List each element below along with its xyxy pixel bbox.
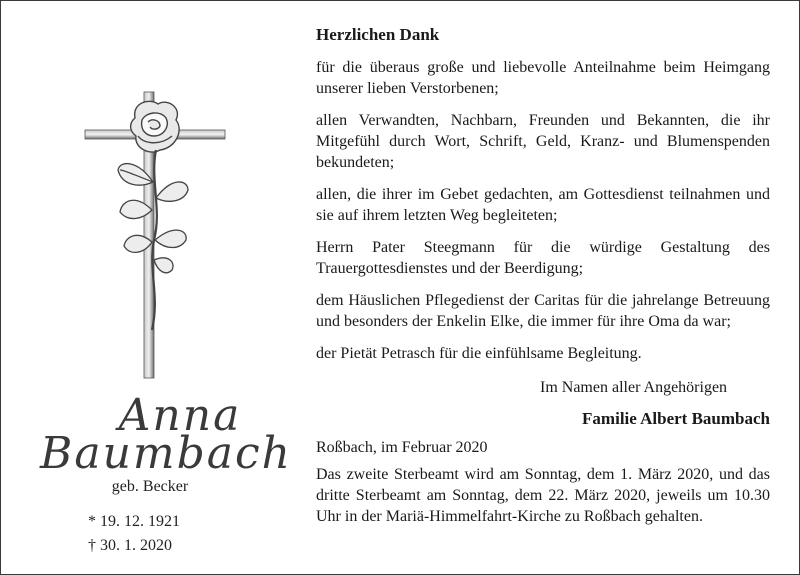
cross-with-rose-icon — [80, 90, 230, 380]
signature-intro: Im Namen aller Angehörigen — [540, 379, 728, 396]
place-date: Roßbach, im Februar 2020 — [316, 439, 488, 456]
deceased-last-name: Baumbach — [40, 428, 293, 479]
thanks-paragraph: allen, die ihrer im Gebet gedachten, am Gottesdienst teilnahmen und sie auf ihrem letzten Weg begleiteten; — [316, 186, 770, 224]
left-column — [0, 0, 300, 575]
maiden-name: geb. Becker — [111, 478, 189, 495]
notice-heading: Herzlichen Dank — [316, 25, 440, 44]
death-date: † 30. 1. 2020 — [88, 537, 172, 554]
thanks-paragraph: Herrn Pater Steegmann für die würdige Gestaltung des Trauergottesdienstes und der Beerdigung; — [316, 239, 770, 277]
service-info: Das zweite Sterbeamt wird am Sonntag, dem 1. März 2020, und das dritte Sterbeamt am Sonntag, dem 22. März 2020, jeweils um 10.30 Uhr in der Mariä-Himmelfahrt-Kirche zu Roßbach gehalten. — [316, 466, 770, 525]
thanks-paragraph: der Pietät Petrasch für die einfühlsame Begleitung. — [316, 345, 642, 362]
thanks-paragraph: allen Verwandten, Nachbarn, Freunden und Bekannten, die ihr Mitgefühl durch Wort, Schrift, Geld, Kranz- und Blumenspenden bekundeten; — [316, 112, 770, 171]
deceased-first-name: Anna — [118, 390, 242, 441]
thanks-paragraph: für die überaus große und liebevolle Anteilnahme beim Heimgang unserer lieben Verstorbenen; — [316, 59, 770, 97]
birth-date: * 19. 12. 1921 — [88, 513, 180, 530]
thanks-column — [316, 24, 770, 538]
thanks-paragraph: dem Häuslichen Pflegedienst der Caritas für die jahrelange Betreuung und besonders der Enkelin Elke, die immer für ihre Oma da war; — [316, 292, 770, 330]
signature-family: Familie Albert Baumbach — [582, 409, 770, 428]
